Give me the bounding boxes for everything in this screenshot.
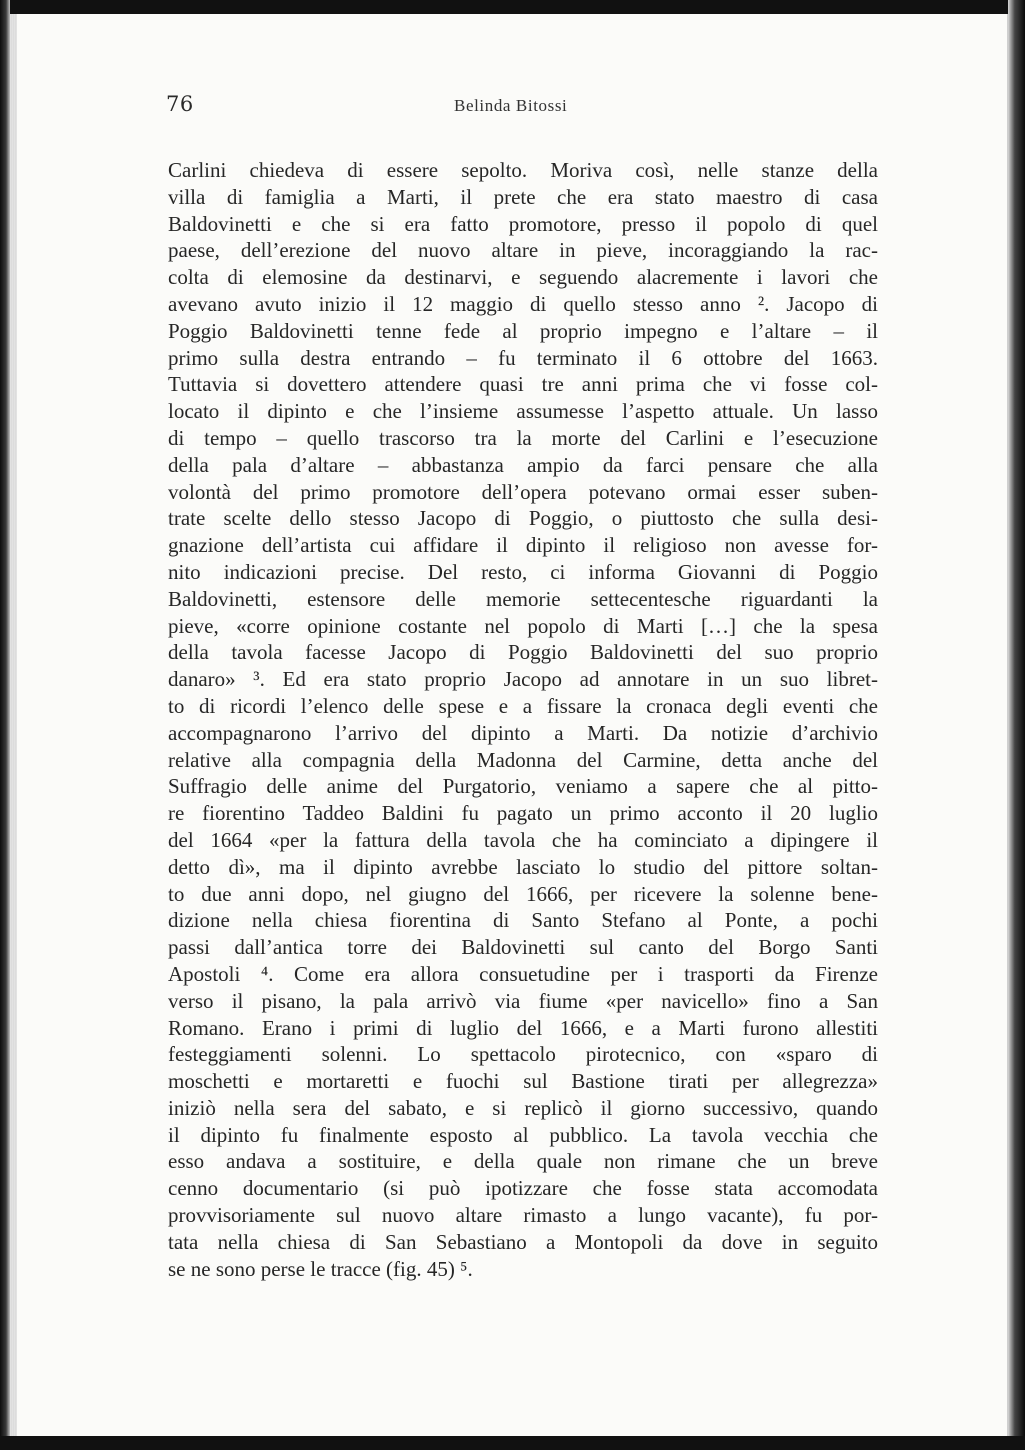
text-line: della tavola facesse Jacopo di Poggio Baldovinetti del suo proprio: [168, 640, 878, 665]
text-line: re fiorentino Taddeo Baldini fu pagato un primo acconto il 20 luglio: [168, 801, 878, 826]
text-line: Baldovinetti e che si era fatto promotore, presso il popolo di quel: [168, 211, 878, 236]
text-line: nito indicazioni precise. Del resto, ci informa Giovanni di Poggio: [168, 559, 878, 584]
page-number: 76: [166, 92, 194, 116]
text-line: dizione nella chiesa fiorentina di Santo Stefano al Ponte, a pochi: [168, 908, 878, 933]
text-line: iniziò nella sera del sabato, e si replicò il giorno successivo, quando: [168, 1095, 878, 1120]
text-line: paese, dell’erezione del nuovo altare in pieve, incoraggiando la rac-: [168, 238, 878, 263]
text-line: provvisoriamente sul nuovo altare rimasto a lungo vacante), fu por-: [168, 1203, 878, 1228]
text-line: verso il pisano, la pala arrivò via fiume «per navicello» fino a San: [168, 988, 878, 1013]
text-line: del 1664 «per la fattura della tavola che ha cominciato a dipingere il: [168, 827, 878, 852]
text-line: Suffragio delle anime del Purgatorio, veniamo a sapere che al pitto-: [168, 774, 878, 799]
text-line: festeggiamenti solenni. Lo spettacolo pirotecnico, con «sparo di: [168, 1042, 878, 1067]
text-line: colta di elemosine da destinarvi, e seguendo alacremente i lavori che: [168, 265, 878, 290]
text-line: villa di famiglia a Marti, il prete che era stato maestro di casa: [168, 184, 878, 209]
text-line: esso andava a sostituire, e della quale non rimane che un breve: [168, 1149, 878, 1174]
text-line: moschetti e mortaretti e fuochi sul Bastione tirati per allegrezza»: [168, 1069, 878, 1094]
text-line: accompagnarono l’arrivo del dipinto a Marti. Da notizie d’archivio: [168, 720, 878, 745]
page-stack-edge: [11, 14, 17, 1436]
scan-border-right: [1008, 0, 1025, 1450]
running-header-author: Belinda Bitossi: [454, 96, 568, 115]
text-line: primo sulla destra entrando – fu terminato il 6 ottobre del 1663.: [168, 345, 878, 370]
text-line: gnazione dell’artista cui affidare il dipinto il religioso non avesse for-: [168, 533, 878, 558]
text-line: volontà del primo promotore dell’opera potevano ormai esser suben-: [168, 479, 878, 504]
text-line: Carlini chiedeva di essere sepolto. Moriva così, nelle stanze della: [168, 158, 878, 182]
text-line-last: se ne sono perse le tracce (fig. 45) ⁵.: [168, 1256, 473, 1281]
scan-border-bottom: [0, 1436, 1025, 1450]
text-line: Apostoli ⁴. Come era allora consuetudine per i trasporti da Firenze: [168, 961, 878, 986]
scan-border-left: [0, 0, 10, 1450]
text-line: di tempo – quello trascorso tra la morte del Carlini e l’esecuzione: [168, 425, 878, 450]
text-line: to di ricordi l’elenco delle spese e a fissare la cronaca degli eventi che: [168, 693, 878, 718]
text-line: locato il dipinto e che l’insieme assumesse l’aspetto attuale. Un lasso: [168, 399, 878, 424]
scan-border-top: [0, 0, 1025, 14]
text-line: danaro» ³. Ed era stato proprio Jacopo ad annotare in un suo libret-: [168, 667, 878, 692]
body-text: [168, 157, 878, 1282]
text-line: Romano. Erano i primi di luglio del 1666, e a Marti furono allestiti: [168, 1015, 878, 1040]
text-line: il dipinto fu finalmente esposto al pubblico. La tavola vecchia che: [168, 1122, 878, 1147]
text-line: detto dì», ma il dipinto avrebbe lasciato lo studio del pittore soltan-: [168, 854, 878, 879]
text-line: Poggio Baldovinetti tenne fede al proprio impegno e l’altare – il: [168, 318, 878, 343]
text-line: tata nella chiesa di San Sebastiano a Montopoli da dove in seguito: [168, 1229, 878, 1254]
text-line: to due anni dopo, nel giugno del 1666, per ricevere la solenne bene-: [168, 881, 878, 906]
text-line: cenno documentario (si può ipotizzare che fosse stata accomodata: [168, 1176, 878, 1201]
text-line: relative alla compagnia della Madonna del Carmine, detta anche del: [168, 747, 878, 772]
text-line: Baldovinetti, estensore delle memorie settecentesche riguardanti la: [168, 586, 878, 611]
text-line: trate scelte dello stesso Jacopo di Poggio, o piuttosto che sulla desi-: [168, 506, 878, 531]
text-line: passi dall’antica torre dei Baldovinetti sul canto del Borgo Santi: [168, 935, 878, 960]
text-line: pieve, «corre opinione costante nel popolo di Marti […] che la spesa: [168, 613, 878, 638]
text-line: della pala d’altare – abbastanza ampio da farci pensare che alla: [168, 452, 878, 477]
text-line: avevano avuto inizio il 12 maggio di quello stesso anno ². Jacopo di: [168, 291, 878, 316]
text-line: Tuttavia si dovettero attendere quasi tre anni prima che vi fosse col-: [168, 372, 878, 397]
